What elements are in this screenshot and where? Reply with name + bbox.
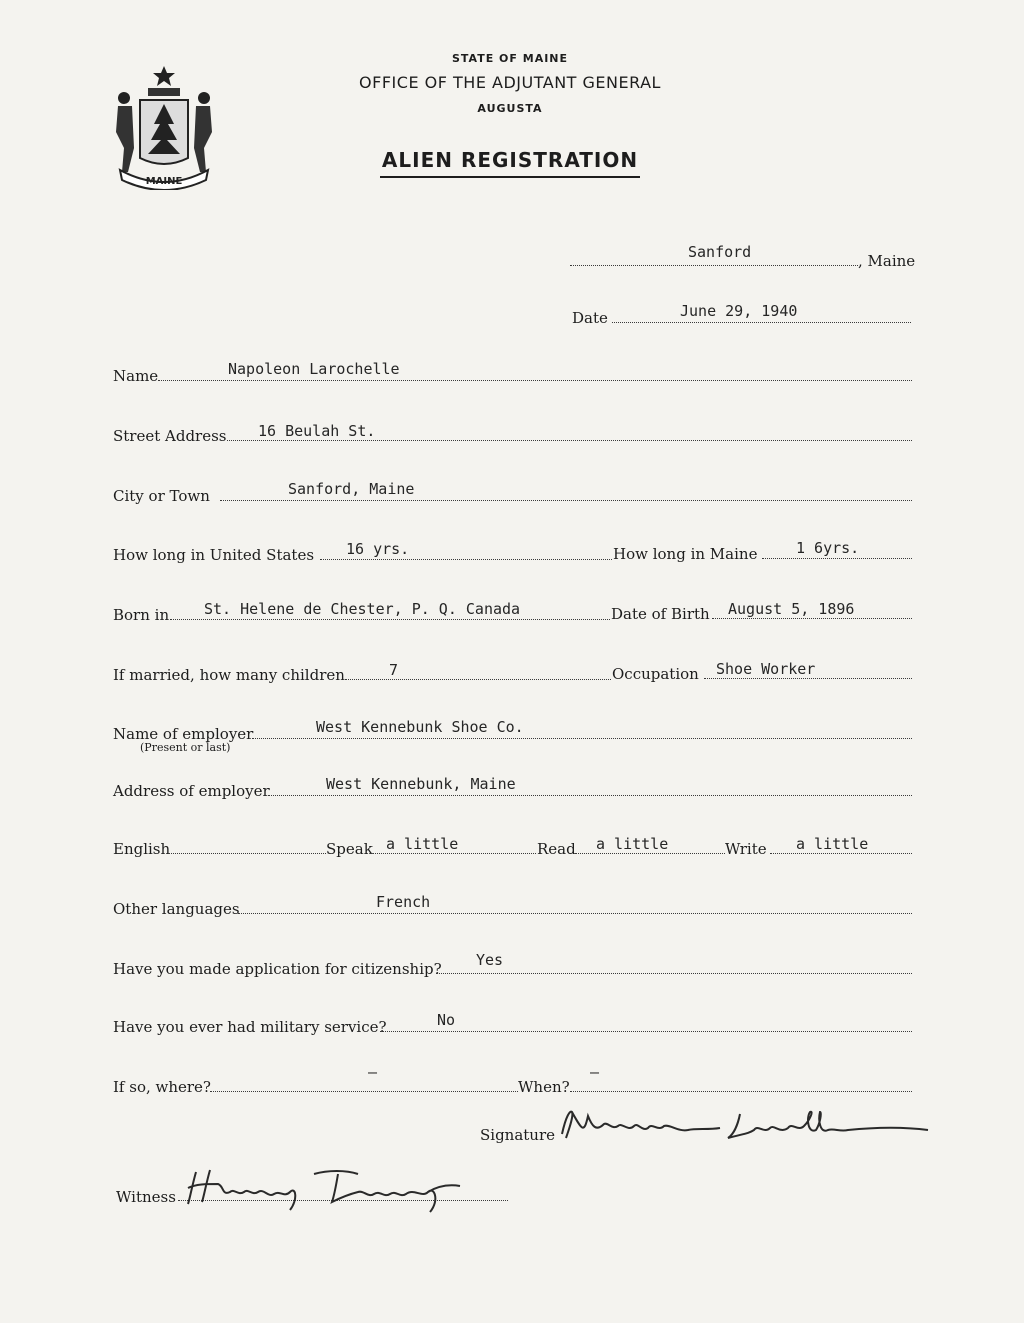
children-label: If married, how many children: [113, 666, 345, 684]
city-label: City or Town: [113, 487, 210, 505]
born-label: Born in: [113, 606, 170, 624]
write-line: [770, 853, 912, 854]
town-suffix: , Maine: [858, 252, 916, 270]
employer-address-line: [268, 795, 912, 796]
applicant-signature: [548, 1104, 932, 1146]
date-label: Date: [572, 309, 608, 327]
born-line: [170, 619, 610, 620]
maine-label: How long in Maine: [613, 545, 758, 563]
speak-line: [370, 853, 536, 854]
speak-label: Speak: [326, 840, 373, 858]
maine-state-seal-icon: [110, 62, 218, 190]
read-label: Read: [537, 840, 576, 858]
town-value: Sanford: [688, 243, 752, 261]
witness-signature: [178, 1164, 468, 1214]
maine-line: [762, 558, 912, 559]
citizenship-line: [436, 973, 912, 974]
occupation-line: [704, 678, 912, 679]
read-line: [575, 853, 725, 854]
other-languages-label: Other languages: [113, 900, 240, 918]
employer-address-value: West Kennebunk, Maine: [326, 775, 516, 793]
maine-value: 1 6yrs.: [796, 539, 860, 557]
write-label: Write: [725, 840, 767, 858]
date-value: June 29, 1940: [680, 302, 798, 320]
when-label: When?: [518, 1078, 570, 1096]
city-line: [220, 500, 912, 501]
city-value: Sanford, Maine: [288, 480, 415, 498]
where-value: —: [368, 1063, 378, 1081]
speak-value: a little: [386, 835, 459, 853]
header-city: AUGUSTA: [477, 102, 543, 115]
dob-label: Date of Birth: [611, 605, 710, 623]
born-value: St. Helene de Chester, P. Q. Canada: [204, 600, 521, 618]
employer-label: Name of employer: [113, 725, 254, 743]
us-line: [320, 559, 612, 560]
other-languages-value: French: [376, 893, 431, 911]
where-label: If so, where?: [113, 1078, 211, 1096]
military-label: Have you ever had military service?: [113, 1018, 387, 1036]
other-languages-line: [238, 913, 912, 914]
military-line: [380, 1031, 912, 1032]
employer-address-label: Address of employer: [113, 782, 270, 800]
street-label: Street Address: [113, 427, 227, 445]
date-line: [612, 322, 911, 323]
header-state: STATE OF MAINE: [451, 52, 569, 65]
children-value: 7: [389, 661, 399, 679]
employer-line: [252, 738, 912, 739]
english-label: English: [113, 840, 171, 858]
dob-line: [712, 618, 912, 619]
name-value: Napoleon Larochelle: [228, 360, 400, 378]
town-line: [570, 265, 858, 266]
occupation-value: Shoe Worker: [716, 660, 816, 678]
us-value: 16 yrs.: [346, 540, 410, 558]
citizenship-value: Yes: [476, 951, 504, 969]
employer-value: West Kennebunk Shoe Co.: [316, 718, 524, 736]
street-line: [227, 440, 912, 441]
name-line: [158, 380, 912, 381]
signature-label: Signature: [480, 1126, 556, 1144]
children-line: [345, 679, 611, 680]
svg-text:MAINE: MAINE: [145, 176, 183, 187]
citizenship-label: Have you made application for citizenship?: [113, 960, 442, 978]
form-title: ALIEN REGISTRATION: [340, 148, 680, 172]
name-label: Name: [113, 367, 159, 385]
write-value: a little: [796, 835, 869, 853]
header-office: OFFICE OF THE ADJUTANT GENERAL: [359, 73, 661, 92]
dob-value: August 5, 1896: [728, 600, 855, 618]
when-line: [570, 1091, 912, 1092]
read-value: a little: [596, 835, 669, 853]
us-label: How long in United States: [113, 546, 315, 564]
witness-label: Witness: [116, 1188, 176, 1206]
employer-sublabel: (Present or last): [140, 741, 231, 754]
military-value: No: [437, 1011, 456, 1029]
where-line: [210, 1091, 518, 1092]
english-line: [168, 853, 326, 854]
street-value: 16 Beulah St.: [258, 422, 376, 440]
occupation-label: Occupation: [612, 665, 699, 683]
when-value: —: [590, 1063, 600, 1081]
